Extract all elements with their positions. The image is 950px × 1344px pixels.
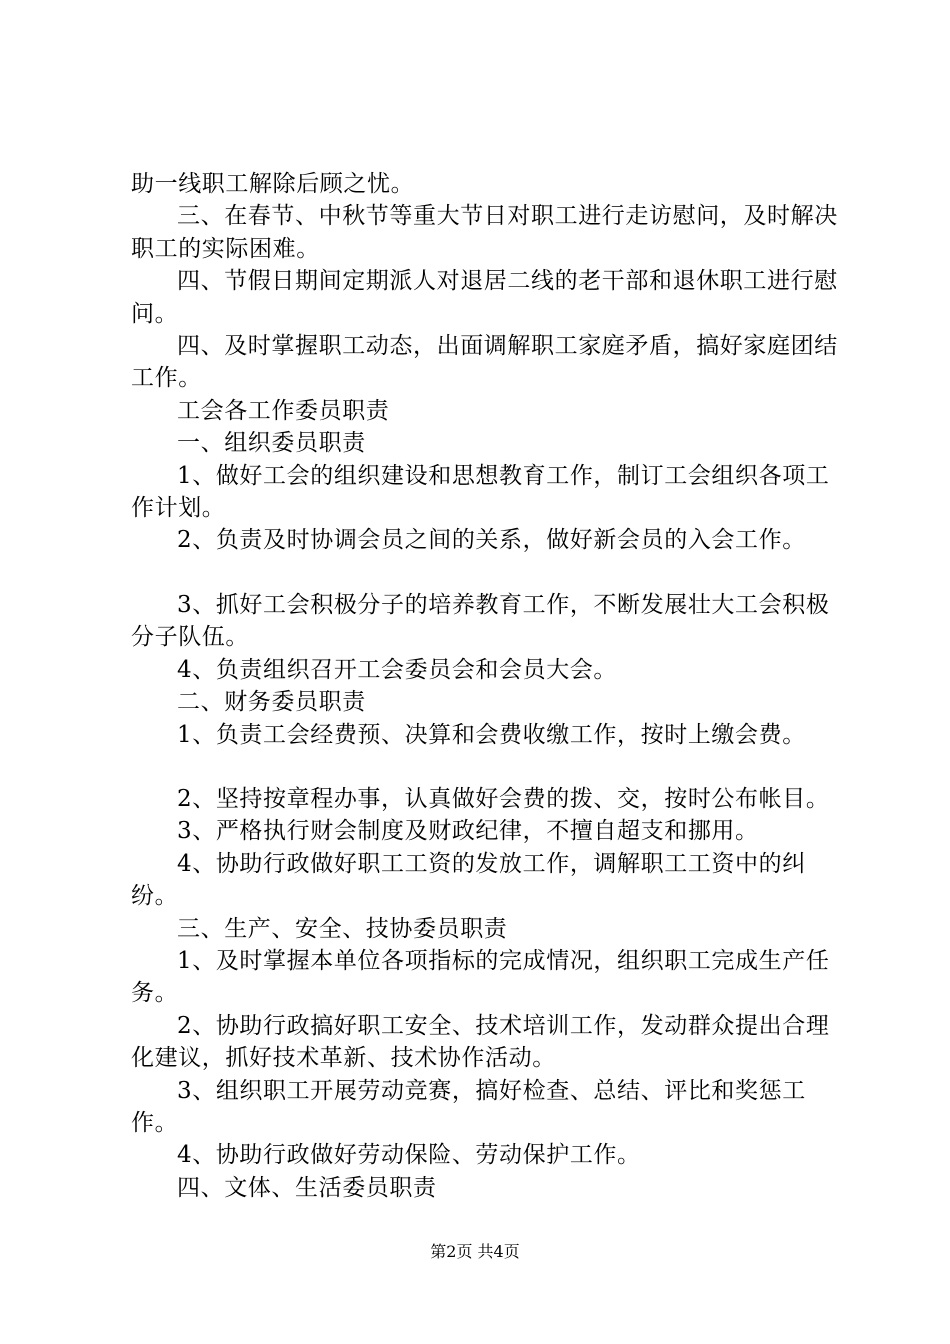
subsection-heading: 四、文体、生活委员职责 [177, 1174, 437, 1201]
section-heading: 工会各工作委员职责 [177, 397, 390, 424]
subsection-heading: 一、组织委员职责 [177, 430, 366, 457]
paragraph: 1、做好工会的组织建设和思想教育工作，制订工会组织各项工作计划。 [131, 462, 830, 522]
paragraph: 助一线职工解除后顾之忧。 [131, 171, 415, 197]
paragraph: 1、负责工会经费预、决算和会费收缴工作，按时上缴会费。 [177, 721, 806, 748]
paragraph: 三、在春节、中秋节等重大节日对职工进行走访慰问，及时解决职工的实际困难。 [131, 203, 838, 262]
document-body [131, 168, 851, 1204]
subsection-heading: 三、生产、安全、技协委员职责 [177, 915, 508, 942]
paragraph: 2、坚持按章程办事，认真做好会费的拨、交，按时公布帐目。 [177, 785, 830, 812]
paragraph: 3、组织职工开展劳动竞赛，搞好检查、总结、评比和奖惩工作。 [131, 1077, 806, 1136]
paragraph: 四、节假日期间定期派人对退居二线的老干部和退休职工进行慰问。 [131, 268, 838, 327]
paragraph: 2、协助行政搞好职工安全、技术培训工作，发动群众提出合理化建议，抓好技术革新、技术协作活动。 [131, 1012, 830, 1072]
paragraph: 2、负责及时协调会员之间的关系，做好新会员的入会工作。 [177, 527, 806, 554]
page-number-label: 第2页 共4页 [430, 1242, 520, 1261]
paragraph: 4、负责组织召开工会委员会和会员大会。 [177, 656, 618, 683]
paragraph: 4、协助行政做好劳动保险、劳动保护工作。 [177, 1142, 641, 1169]
paragraph: 3、严格执行财会制度及财政纪律，不擅自超支和挪用。 [177, 818, 759, 845]
subsection-heading: 二、财务委员职责 [177, 689, 366, 716]
paragraph: 4、协助行政做好职工工资的发放工作，调解职工工资中的纠纷。 [131, 850, 806, 910]
page-footer [0, 1241, 950, 1263]
paragraph: 四、及时掌握职工动态，出面调解职工家庭矛盾，搞好家庭团结工作。 [131, 333, 838, 392]
paragraph: 3、抓好工会积极分子的培养教育工作，不断发展壮大工会积极分子队伍。 [131, 591, 830, 651]
paragraph: 1、及时掌握本单位各项指标的完成情况，组织职工完成生产任务。 [131, 947, 830, 1007]
